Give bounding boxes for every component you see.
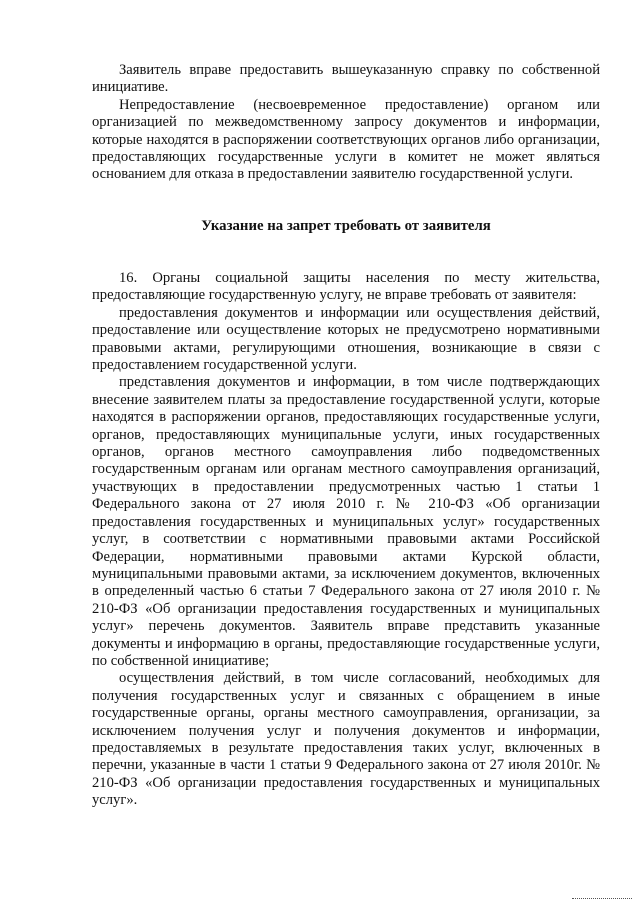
paragraph-no-documents-held-by-agencies: представления документов и информации, в том числе подтверждающих внесение заявителем платы за предоставление государственной услуги, которые находятся в распоряжении органов, предоставляющих государственные услуги, органов, предоставляющих муниципальные услуги, иных государственных органов, органов местного самоуправления либо подведомственных государственным органам или органам местного самоуправления организаций, участвующих в предоставлении предусмотренных частью 1 статьи 1 Федерального закона от 27 июля 2010 г. № 210-ФЗ «Об организации предоставления государственных и муниципальных услуг» государственных услуг, в соответствии с нормативными правовыми актами Российской Федерации, нормативными правовыми актами Курской области, муниципальными правовыми актами, за исключением документов, включенных в определенный частью 6 статьи 7 Федерального закона от 27 июля 2010 г. № 210-ФЗ «Об организации предоставления государственных и муниципальных услуг» перечень документов. Заявитель вправе представить указанные документы и информацию в органы, предоставляющие государственные услуги, по собственной инициативе; <box>92 374 600 669</box>
paragraph-non-submission: Непредоставление (несвоевременное предоставление) органом или организацией по межведомственному запросу документов и информации, которые находятся в распоряжении соответствующих органов либо организации, предоставляющих государственные услуги в комитет не может являться основанием для отказа в предоставлении заявителю государственной услуги. <box>92 96 600 183</box>
paragraph-no-approvals: осуществления действий, в том числе согласований, необходимых для получения государственных услуг и связанных с обращением в иные государственные органы, органы местного самоуправления, организации, за исключением получения услуг и получения документов и информации, предоставляемых в результате предоставления таких услуг, включенных в перечни, указанные в части 1 статьи 9 Федерального закона от 27 июля 2010г. № 210-ФЗ «Об организации предоставления государственных и муниципальных услуг». <box>92 670 600 809</box>
intro-block <box>92 62 600 184</box>
paragraph-no-documents-beyond-acts: предоставления документов и информации или осуществления действий, предоставление или осуществление которых не предусмотрено нормативными правовыми актами, регулирующими отношения, возникающие в связи с предоставлением государственной услуги. <box>92 304 600 374</box>
section-body <box>92 270 600 810</box>
paragraph-item-16: 16. Органы социальной защиты населения по месту жительства, предоставляющие государственную услугу, не вправе требовать от заявителя: <box>92 270 600 304</box>
section-heading: Указание на запрет требовать от заявителя <box>201 218 491 234</box>
scan-edge-mark <box>572 895 632 899</box>
paragraph-voluntary-submission: Заявитель вправе предоставить вышеуказанную справку по собственной инициативе. <box>92 62 600 96</box>
